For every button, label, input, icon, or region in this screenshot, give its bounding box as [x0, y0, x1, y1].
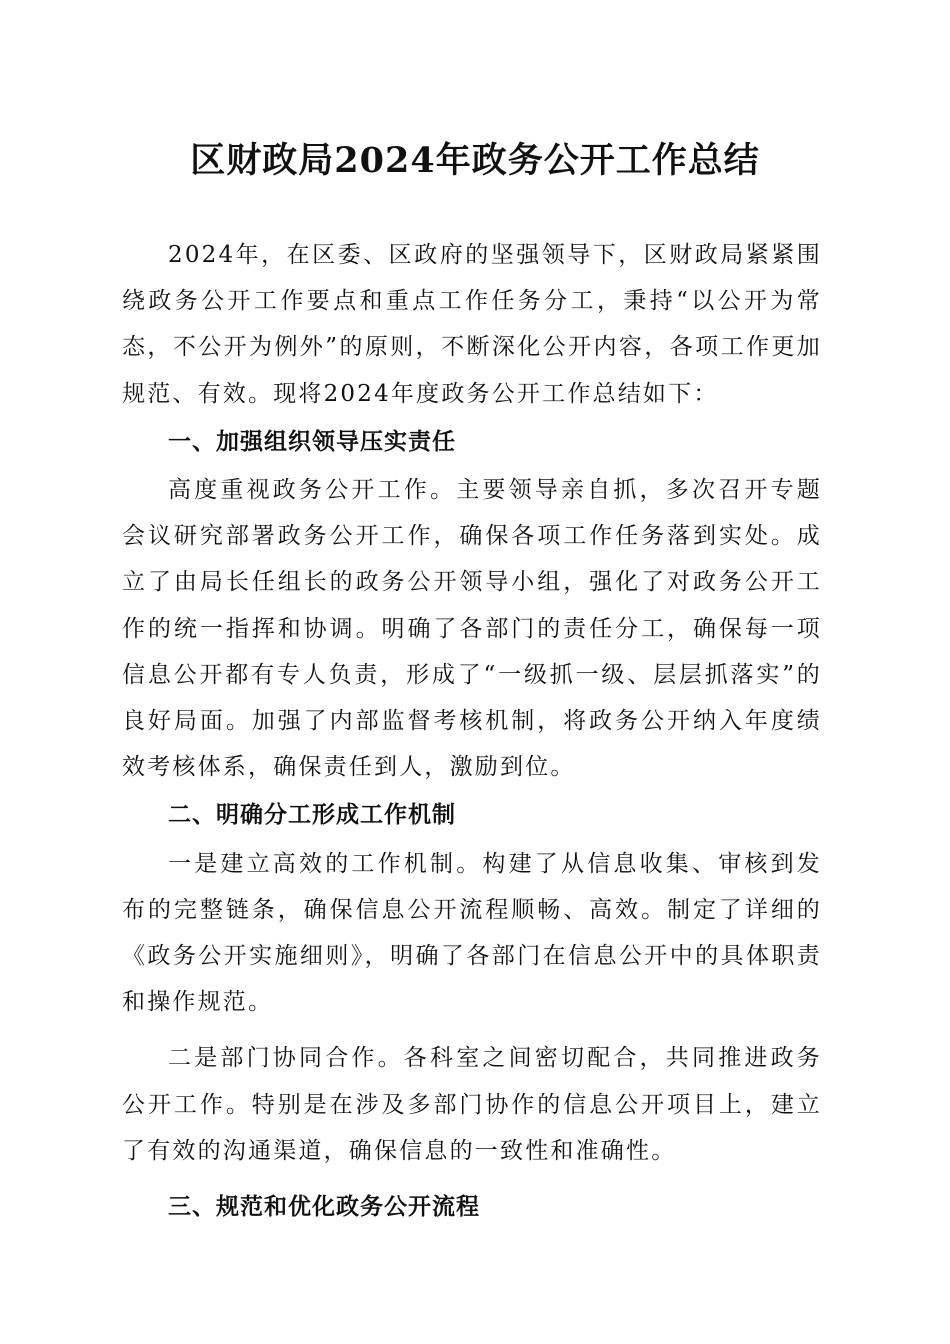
document-title: 区财政局2024年政务公开工作总结 — [190, 140, 760, 181]
section-2-heading: 二、明确分工形成工作机制 — [168, 802, 456, 829]
section-2-paragraph-2: 二是部门协同合作。各科室之间密切配合，共同推进政务公开工作。特别是在涉及多部门协作的信息公开项目上，建立了有效的沟通渠道，确保信息的一致性和准确性。 — [122, 1045, 822, 1164]
document-body — [122, 232, 822, 1230]
section-1-paragraph-1: 高度重视政务公开工作。主要领导亲自抓，多次召开专题会议研究部署政务公开工作，确保各项工作任务落到实处。成立了由局长任组长的政务公开领导小组，强化了对政务公开工作的统一指挥和协调。明确了各部门的责任分工，确保每一项信息公开都有专人负责，形成了“一级抓一级、层层抓落实”的良好局面。加强了内部监督考核机制，将政务公开纳入年度绩效考核体系，确保责任到人，激励到位。 — [122, 477, 822, 781]
section-2-paragraph-1: 一是建立高效的工作机制。构建了从信息收集、审核到发布的完整链条，确保信息公开流程顺畅、高效。制定了详细的《政务公开实施细则》，明确了各部门在信息公开中的具体职责和操作规范。 — [122, 850, 822, 1016]
intro-paragraph: 2024年，在区委、区政府的坚强领导下，区财政局紧紧围绕政务公开工作要点和重点工作任务分工，秉持“以公开为常态，不公开为例外”的原则，不断深化公开内容，各项工作更加规范、有效。现将2024年度政务公开工作总结如下： — [122, 242, 822, 407]
section-1-heading: 一、加强组织领导压实责任 — [168, 428, 456, 455]
section-3-heading: 三、规范和优化政务公开流程 — [168, 1194, 480, 1221]
